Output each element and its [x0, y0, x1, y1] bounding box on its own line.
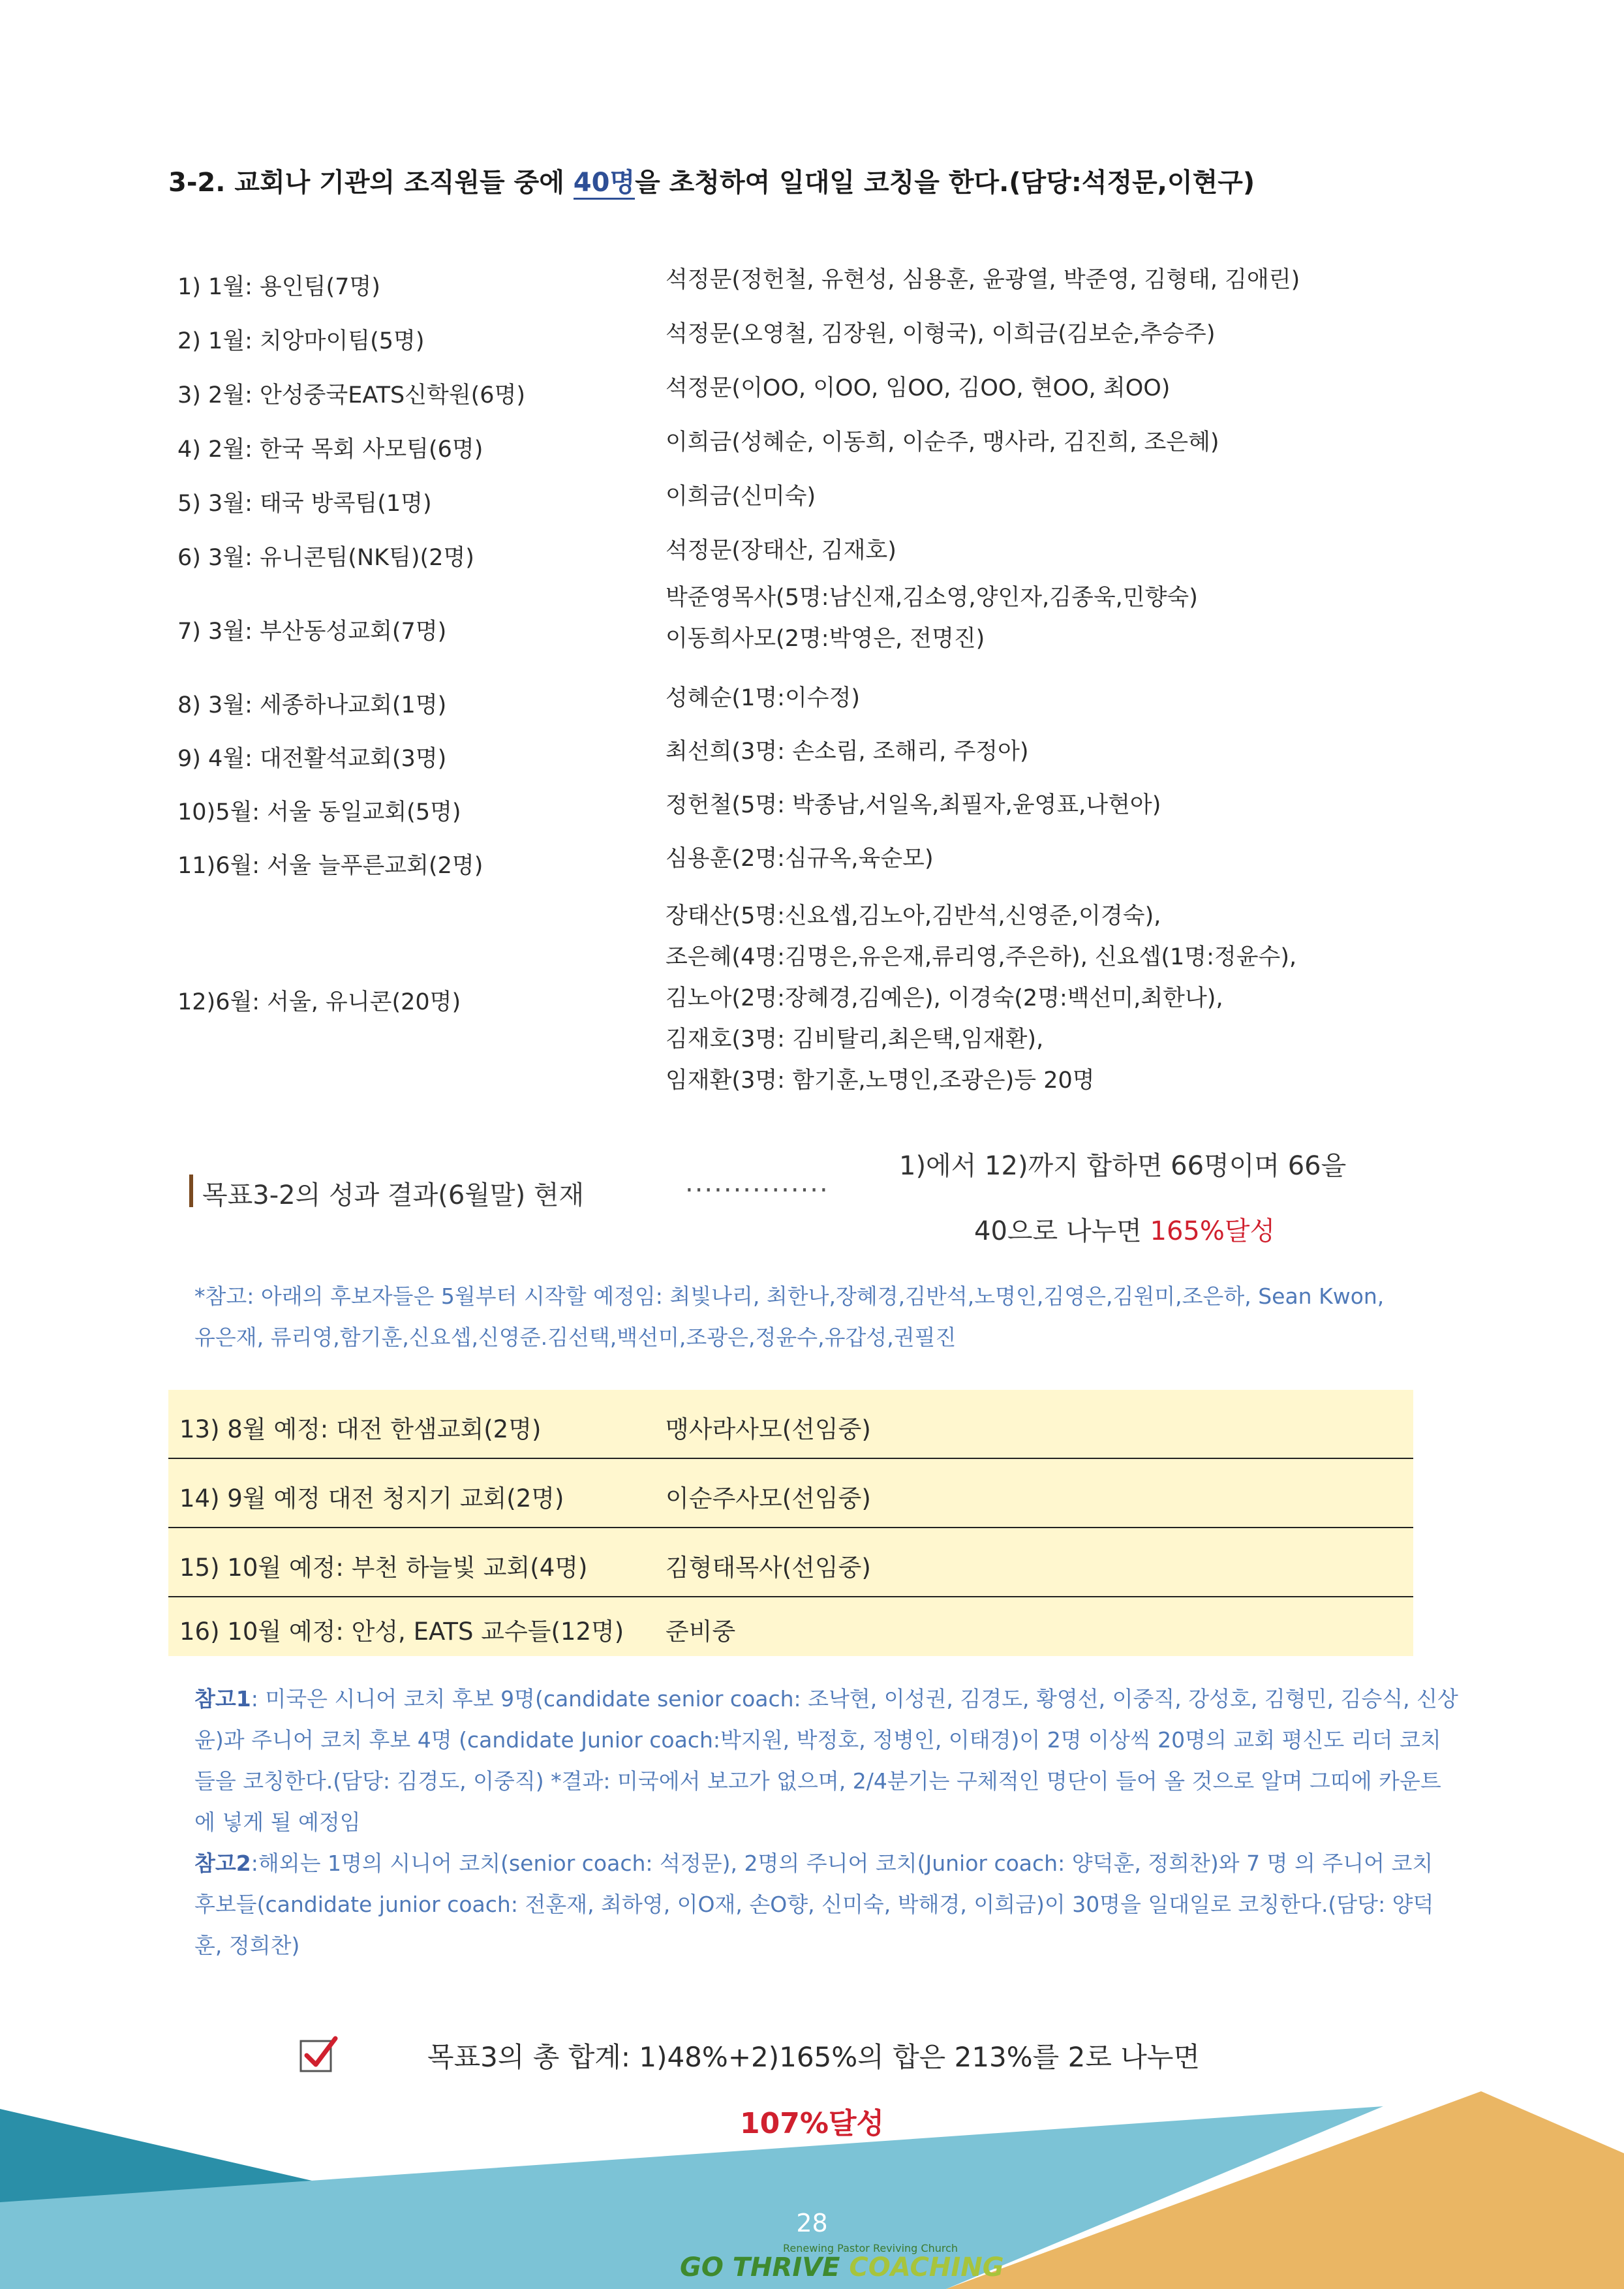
candidate-note: [194, 1276, 1460, 1358]
goal-result-line1: 1)에서 12)까지 합하면 66명이며 66을: [899, 1151, 1347, 1181]
heading-highlight: 40명: [574, 168, 635, 200]
list-item-members: 장태산(5명:신요셉,김노아,김반석,신영준,이경숙),: [666, 903, 1161, 929]
list-item-team: 10)5월: 서울 동일교회(5명): [177, 799, 461, 825]
planned-coach: 이순주사모(선임중): [666, 1484, 871, 1513]
list-item-members: 김재호(3명: 김비탈리,최은택,임재환),: [666, 1026, 1044, 1052]
list-item-team: 8) 3월: 세종하나교회(1명): [177, 692, 447, 718]
list-item-team: 5) 3월: 태국 방콕팀(1명): [177, 491, 432, 517]
table-row: [168, 1597, 1413, 1656]
planned-team: 15) 10월 예정: 부천 하늘빛 교회(4명): [179, 1554, 588, 1582]
reference-1: [194, 1678, 1459, 1843]
list-item-team: 12)6월: 서울, 유니콘(20명): [177, 989, 461, 1015]
planned-team: 16) 10월 예정: 안성, EATS 교수들(12명): [179, 1618, 624, 1646]
heading-prefix: 3-2. 교회나 기관의 조직원들 중에: [168, 168, 574, 198]
list-item-members: 이희금(성혜순, 이동희, 이순주, 맹사라, 김진희, 조은혜): [666, 429, 1219, 455]
reference-2-text: :해외는 1명의 시니어 코치(senior coach: 석정문), 2명의 주니어 코치(Junior coach: 양덕훈, 정희찬)와 7 명 의 주니어 코치 후보들(candidate junior coach: 전훈재, 최하영, 이O재, 손O향, 신미숙, 박해경, 이희금)이 30명을 일대일로 코칭한다.(담당: 양덕훈, 정희찬): [194, 1851, 1434, 1958]
logo-part1: GO THRIVE: [680, 2252, 840, 2282]
candidate-note-line2: 유은재, 류리영,함기훈,신요셉,신영준.김선택,백선미,조광은,정윤수,유갑성,권필진: [194, 1325, 957, 1350]
list-item-team: 7) 3월: 부산동성교회(7명): [177, 619, 447, 645]
footer-logo: [680, 2252, 1004, 2282]
reference-notes: [194, 1678, 1459, 1966]
list-item-members: 최선희(3명: 손소림, 조해리, 주정아): [666, 739, 1029, 765]
reference-1-text: : 미국은 시니어 코치 후보 9명(candidate senior coach: 조낙현, 이성권, 김경도, 황영선, 이중직, 강성호, 김형민, 김승식, 신상윤)과 주니어 코치 후보 4명 (candidate Junior coach:박지원, 박정호, 정병인, 이태경)이 2명 이상씩 20명의 교회 평신도 리더 코치들을 코칭한다.(담당: 김경도, 이중직) *결과: 미국에서 보고가 없으며, 2/4분기는 구체적인 명단이 들어 올 것으로 알며 그띠에 카운트에 넣게 될 예정임: [194, 1686, 1458, 1835]
list-item-members: 임재환(3명: 함기훈,노명인,조광은)등 20명: [666, 1068, 1095, 1094]
list-item-members: 정헌철(5명: 박종남,서일옥,최필자,윤영표,나현아): [666, 792, 1161, 818]
section-heading: [168, 162, 1255, 199]
reference-2: [194, 1843, 1459, 1966]
planned-coach: 맹사라사모(선임중): [666, 1415, 871, 1443]
list-item-members: 석정문(정헌철, 유현성, 심용훈, 윤광열, 박준영, 김형태, 김애린): [666, 267, 1300, 293]
list-item-team: 1) 1월: 용인팀(7명): [177, 274, 380, 300]
list-item-members: 석정문(장태산, 김재호): [666, 538, 896, 564]
planned-coach: 준비중: [666, 1618, 736, 1646]
list-item-members: 석정문(이OO, 이OO, 임OO, 김OO, 현OO, 최OO): [666, 375, 1171, 401]
goal-achievement: 165%달성: [1150, 1216, 1276, 1246]
total-achievement: 107%달성: [740, 2107, 884, 2140]
candidate-note-line1: *참고: 아래의 후보자들은 5월부터 시작할 예정임: 최빛나리, 최한나,장혜경,김반석,노명인,김영은,김원미,조은하, Sean Kwon,: [194, 1283, 1385, 1309]
list-item-team: 9) 4월: 대전활석교회(3명): [177, 746, 447, 772]
goal-marker: [189, 1175, 193, 1207]
table-row: [168, 1390, 1413, 1459]
list-item-members: 이희금(신미숙): [666, 484, 816, 510]
list-item-team: 3) 2월: 안성중국EATS신학원(6명): [177, 382, 526, 408]
planned-table: [168, 1390, 1413, 1656]
goal-label: 목표3-2의 성과 결과(6월말) 현재: [202, 1180, 585, 1210]
list-item-members: 조은혜(4명:김명은,유은재,류리영,주은하), 신요셉(1명:정윤수),: [666, 944, 1297, 970]
list-item-team: 11)6월: 서울 늘푸른교회(2명): [177, 853, 483, 879]
reference-1-label: 참고1: [194, 1686, 251, 1712]
list-item-team: 6) 3월: 유니콘팀(NK팀)(2명): [177, 545, 474, 571]
goal-dots: ...............: [685, 1168, 829, 1198]
total-summary: 목표3의 총 합계: 1)48%+2)165%의 합은 213%를 2로 나누면: [427, 2041, 1200, 2073]
table-row: [168, 1459, 1413, 1528]
list-item-members: 김노아(2명:장혜경,김예은), 이경숙(2명:백선미,최한나),: [666, 985, 1223, 1011]
checkbox-icon: [299, 2035, 338, 2074]
heading-suffix: 을 초청하여 일대일 코칭을 한다.(담당:석정문,이현구): [635, 168, 1255, 198]
list-item-members: 이동희사모(2명:박영은, 전명진): [666, 626, 985, 652]
list-item-members: 박준영목사(5명:남신재,김소영,양인자,김종욱,민향숙): [666, 585, 1198, 611]
list-item-members: 석정문(오영철, 김장원, 이형국), 이희금(김보순,추승주): [666, 321, 1216, 347]
reference-2-label: 참고2: [194, 1851, 251, 1876]
list-item-team: 2) 1월: 치앙마이팀(5명): [177, 328, 425, 354]
footer-tagline: Renewing Pastor Reviving Church: [783, 2242, 958, 2254]
planned-team: 14) 9월 예정 대전 청지기 교회(2명): [179, 1484, 564, 1513]
planned-team: 13) 8월 예정: 대전 한샘교회(2명): [179, 1415, 542, 1443]
logo-part2: COACHING: [840, 2252, 1004, 2282]
list-item-members: 성혜순(1명:이수정): [666, 685, 861, 711]
table-row: [168, 1528, 1413, 1597]
goal-result-line2: [974, 1210, 1275, 1248]
list-item-team: 4) 2월: 한국 목회 사모팀(6명): [177, 437, 483, 463]
page-number: 28: [796, 2209, 828, 2237]
goal-result-prefix: 40으로 나누면: [974, 1216, 1150, 1246]
list-item-members: 심용훈(2명:심규옥,육순모): [666, 846, 934, 872]
planned-coach: 김형태목사(선임중): [666, 1554, 871, 1582]
